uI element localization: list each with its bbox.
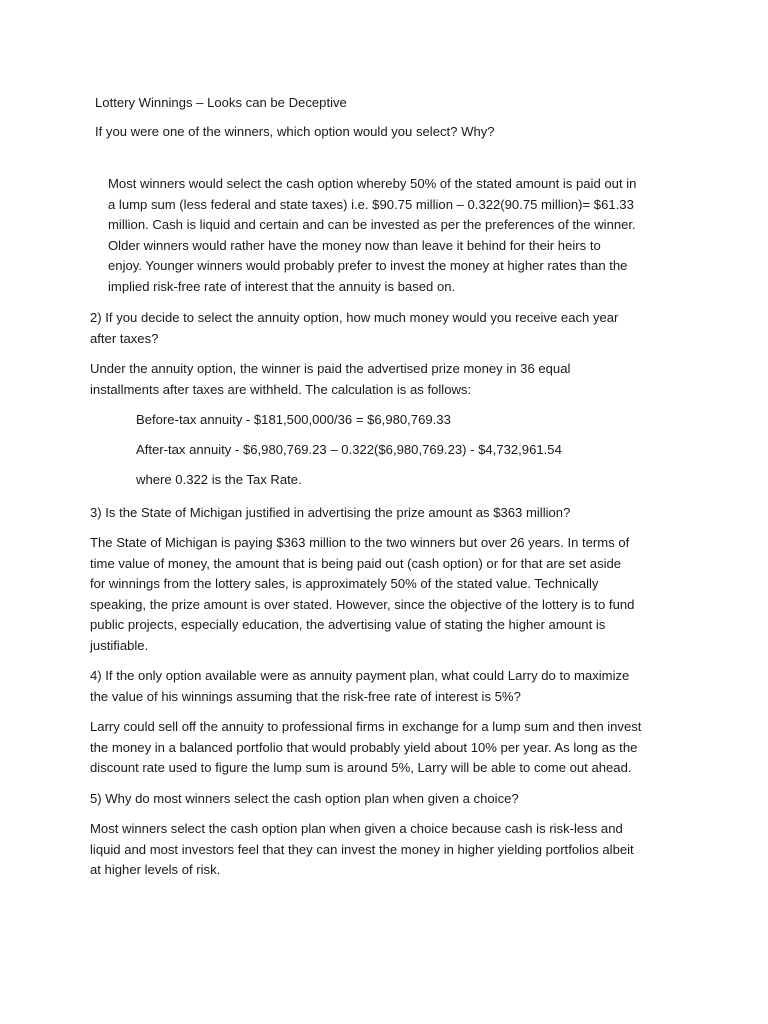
answer-2-line: installments after taxes are withheld. The calculation is as follows: (90, 381, 472, 397)
answer-3-line: for winnings from the lottery sales, is approximately 50% of the stated value. Technically (90, 576, 599, 592)
answer-3-line: The State of Michigan is paying $363 million to the two winners but over 26 years. In terms of (90, 535, 630, 550)
answer-1-line: Most winners would select the cash option whereby 50% of the stated amount is paid out in (108, 176, 637, 191)
answer-3-line: speaking, the prize amount is over stated. However, since the objective of the lottery is to fund (90, 596, 635, 612)
question-2 (90, 308, 618, 349)
answer-4-line: discount rate used to figure the lump sum is around 5%, Larry will be able to come out ahead. (90, 760, 632, 776)
question-4-line: the value of his winnings assuming that the risk-free rate of interest is 5%? (90, 688, 521, 704)
question-1: If you were one of the winners, which option would you select? Why? (95, 124, 495, 139)
answer-1-line: million. Cash is liquid and certain and can be invested as per the preferences of the winner. (108, 217, 636, 233)
question-4-line: 4) If the only option available were as annuity payment plan, what could Larry do to maximize (90, 668, 630, 683)
answer-1-line: a lump sum (less federal and state taxes) i.e. $90.75 million – 0.322(90.75 million)= $61.33 (108, 196, 634, 212)
question-2-line: 2) If you decide to select the annuity option, how much money would you receive each year (90, 310, 619, 325)
answer-2-line: Under the annuity option, the winner is paid the advertised prize money in 36 equal (90, 361, 571, 376)
after-tax-calculation: After-tax annuity - $6,980,769.23 – 0.322($6,980,769.23) - $4,732,961.54 (136, 442, 562, 457)
before-tax-calculation: Before-tax annuity - $181,500,000/36 = $6,980,769.33 (136, 412, 451, 427)
answer-5-line: Most winners select the cash option plan when given a choice because cash is risk-less and (90, 821, 623, 836)
answer-1-line: enjoy. Younger winners would probably prefer to invest the money at higher rates than the (108, 258, 628, 274)
document-title: Lottery Winnings – Looks can be Deceptive (95, 95, 347, 110)
answer-4 (90, 717, 641, 779)
answer-2 (90, 359, 570, 400)
answer-5-line: liquid and most investors feel that they can invest the money in higher yielding portfolios albeit (90, 841, 634, 857)
answer-1-line: implied risk-free rate of interest that the annuity is based on. (108, 278, 456, 294)
question-5: 5) Why do most winners select the cash option plan when given a choice? (90, 791, 519, 806)
answer-3-line: justifiable. (90, 637, 149, 653)
answer-3 (90, 533, 634, 657)
question-4 (90, 666, 629, 707)
answer-1-line: Older winners would rather have the money now than leave it behind for their heirs to (108, 237, 601, 253)
answer-4-line: Larry could sell off the annuity to professional firms in exchange for a lump sum and then invest (90, 719, 642, 734)
question-3: 3) Is the State of Michigan justified in advertising the prize amount as $363 million? (90, 505, 571, 520)
answer-5 (90, 819, 634, 881)
answer-5-line: at higher levels of risk. (90, 862, 221, 878)
question-2-line: after taxes? (90, 330, 159, 346)
answer-4-line: the money in a balanced portfolio that would probably yield about 10% per year. As long as the (90, 739, 638, 755)
answer-3-line: time value of money, the amount that is being paid out (cash option) or for that are set aside (90, 555, 622, 571)
tax-rate-note: where 0.322 is the Tax Rate. (136, 472, 302, 487)
answer-1 (108, 174, 636, 298)
answer-3-line: public projects, especially education, the advertising value of stating the higher amount is (90, 617, 606, 633)
